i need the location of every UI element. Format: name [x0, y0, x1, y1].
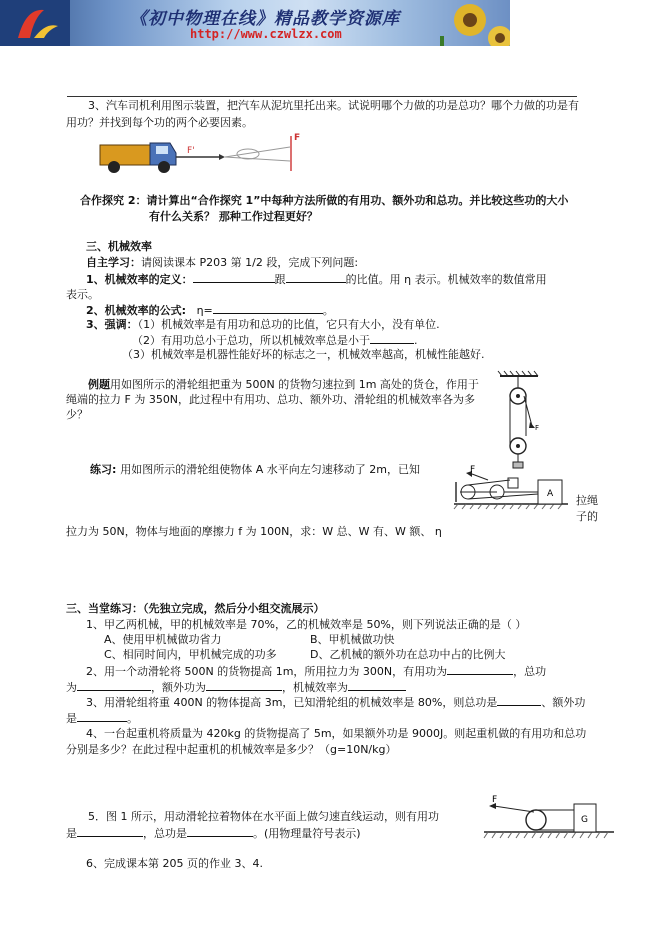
fig-f-label: F — [470, 465, 476, 475]
truck-body — [100, 145, 150, 165]
truck-pulley-figure — [98, 131, 303, 176]
horizontal-pulley-figure — [452, 462, 570, 510]
q3-text-line2: 用功？并找到每个功的两个必要因素。 — [66, 116, 253, 129]
cp-q3-end: 、额外功 — [541, 696, 586, 709]
q3-text-line1: 3、汽车司机利用图示装置，把汽车从泥坑里托出来。试说明哪个力做的功是总功？哪个力做的功是有 — [88, 99, 579, 112]
practice-text1: 用如图所示的滑轮组使物体 A 水平向左匀速移动了 2m，已知 — [120, 463, 420, 476]
banner-title: 《初中物理在线》精品教学资源库 — [130, 9, 400, 29]
practice-label: 练习: — [90, 463, 121, 476]
pulley-block-figure — [494, 370, 544, 470]
def-label: 1、机械效率的定义： — [86, 273, 193, 286]
practice-line2: 拉力为 50N，物体与地面的摩擦力 f 为 100N，求：W 总、W 有、W 额、 η — [66, 525, 442, 538]
section3-heading: 三、机械效率 — [86, 240, 152, 253]
formula-blank[interactable] — [213, 303, 323, 314]
truck-wheel — [158, 161, 170, 173]
cp-q2-b: ，额外功为 — [151, 681, 206, 694]
emph2-end: . — [414, 334, 418, 347]
example-line3: 少？ — [66, 408, 88, 421]
emph2: （2）有用功总小于总功，所以机械效率总是小于 — [132, 334, 370, 347]
definition-line — [86, 272, 547, 287]
emph1: （1）机械效率是有用功和总功的比值，它只有大小，没有单位. — [137, 318, 440, 331]
cp-q2-blank-2[interactable] — [77, 680, 151, 691]
header-rule — [67, 96, 577, 97]
cp-q5-b: ，总功是 — [143, 827, 187, 840]
cp-q1-option-d: D、乙机械的额外功在总功中占的比例大 — [310, 648, 506, 661]
cp-q5-line1: 5．图 1 所示，用动滑轮拉着物体在水平面上做匀速直线运动，则有用功 — [88, 810, 439, 823]
cp-q5-c: 。(用物理量符号表示) — [253, 827, 361, 840]
example-label: 例题 — [88, 378, 110, 391]
cp-q2-line1 — [86, 664, 546, 679]
formula-end: 。 — [322, 304, 334, 317]
def-mid: 跟 — [274, 273, 286, 286]
cp-q2-blank-4[interactable] — [348, 680, 406, 691]
formula-line — [86, 303, 334, 318]
force-label-f-prime: F' — [187, 146, 195, 156]
explore2-line1: 合作探究 2：请计算出“合作探究 1”中每种方法所做的有用功、额外功和总功。并比较这些功的大小 — [80, 194, 569, 207]
sunflower-icon — [463, 13, 477, 27]
cp-q4-line1: 4、一台起重机将质量为 420kg 的货物提高了 5m，如果额外功是 9000J。则起重机做的有用功和总功 — [86, 727, 587, 740]
cp-q1-option-b: B、甲机械做功快 — [310, 633, 395, 646]
cp-q5-blank-2[interactable] — [187, 826, 253, 837]
force-label-f: F — [294, 133, 301, 143]
self-study-label: 自主学习： — [86, 256, 141, 269]
def-end: 的比值。用 η 表示。机械效率的数值常用 — [345, 273, 547, 286]
cp-q4-line2: 分别是多少？在此过程中起重机的机械效率是多少？（g=10N/kg） — [66, 743, 397, 756]
cp-q2-blank-3[interactable] — [206, 680, 282, 691]
cp-q3-blank-1[interactable] — [497, 695, 541, 706]
cp-q5-blank-1[interactable] — [77, 826, 143, 837]
emph-label: 3、强调： — [86, 318, 138, 331]
header-banner — [0, 0, 510, 46]
cp-q2-end: ，总功 — [513, 665, 547, 678]
truck-wheel — [108, 161, 120, 173]
cp-q2-line2 — [66, 680, 406, 695]
cp-q3-blank-2[interactable] — [77, 711, 127, 722]
cp-q5-a: 是 — [66, 827, 77, 840]
cp-q2-c: ，机械效率为 — [282, 681, 348, 694]
emph2-blank[interactable] — [370, 333, 414, 344]
example-line1 — [88, 378, 479, 392]
banner-url[interactable]: http://www.czwlzx.com — [190, 27, 342, 41]
def-blank-1[interactable] — [193, 272, 275, 283]
cp-q1-option-a: A、使用甲机械做功省力 — [104, 633, 222, 646]
cp-q5-line2 — [66, 826, 361, 841]
practice-tail2: 子的 — [576, 510, 598, 523]
self-study-text: 请阅读课本 P203 第 1/2 段，完成下列问题: — [141, 256, 359, 269]
example-line2: 绳端的拉力 F 为 350N，此过程中有用功、总功、额外功、滑轮组的机械效率各为多 — [66, 393, 476, 406]
q5-figure — [480, 794, 616, 842]
cp-q3-b: 。 — [127, 712, 138, 725]
cp-q3-text: 3、用滑轮组将重 400N 的物体提高 3m，已知滑轮组的机械效率是 80%，则总功是 — [86, 696, 498, 709]
q5-f-label: F — [492, 795, 498, 805]
block-g-label: G — [581, 815, 588, 825]
block-a-label: A — [547, 489, 554, 499]
emphasis-line1 — [86, 318, 440, 332]
example-text1: 用如图所示的滑轮组把重为 500N 的货物匀速拉到 1m 高处的货仓，作用于 — [110, 378, 479, 391]
cp-q1: 1、甲乙两机械，甲的机械效率是 70%，乙的机械效率是 50%，则下列说法正确的是（ ） — [86, 618, 527, 631]
cp-q2-blank-1[interactable] — [447, 664, 513, 675]
pulley-icon — [237, 149, 259, 159]
cp-q6: 6、完成课本第 205 页的作业 3、4. — [86, 857, 263, 870]
emph3: （3）机械效率是机器性能好坏的标志之一，机械效率越高，机械性能越好. — [122, 348, 485, 361]
fig-f-label: F — [535, 424, 540, 432]
emphasis-line2 — [132, 333, 418, 348]
practice-tail1: 拉绳 — [576, 494, 598, 507]
cp-q3-line1 — [86, 695, 585, 710]
cp-q2-text: 2、用一个动滑轮将 500N 的货物提高 1m，所用拉力为 300N，有用功为 — [86, 665, 448, 678]
cp-q3-a: 是 — [66, 712, 77, 725]
formula-text: η= — [196, 304, 213, 317]
self-study — [86, 256, 358, 270]
explore2-line2: 有什么关系？ 那种工作过程更好？ — [149, 210, 318, 223]
practice-line1 — [90, 463, 420, 477]
cp-q1-option-c: C、相同时间内，甲机械完成的功多 — [104, 648, 277, 661]
def-blank-2[interactable] — [286, 272, 346, 283]
formula-label: 2、机械效率的公式: — [86, 304, 187, 317]
moving-pulley-icon — [526, 810, 546, 830]
def-line2: 表示。 — [66, 288, 99, 301]
cp-q3-line2 — [66, 711, 138, 726]
arrow-icon — [219, 154, 225, 160]
class-practice-heading: 三、当堂练习：（先独立完成，然后分小组交流展示） — [66, 602, 325, 615]
cp-q2-a: 为 — [66, 681, 77, 694]
